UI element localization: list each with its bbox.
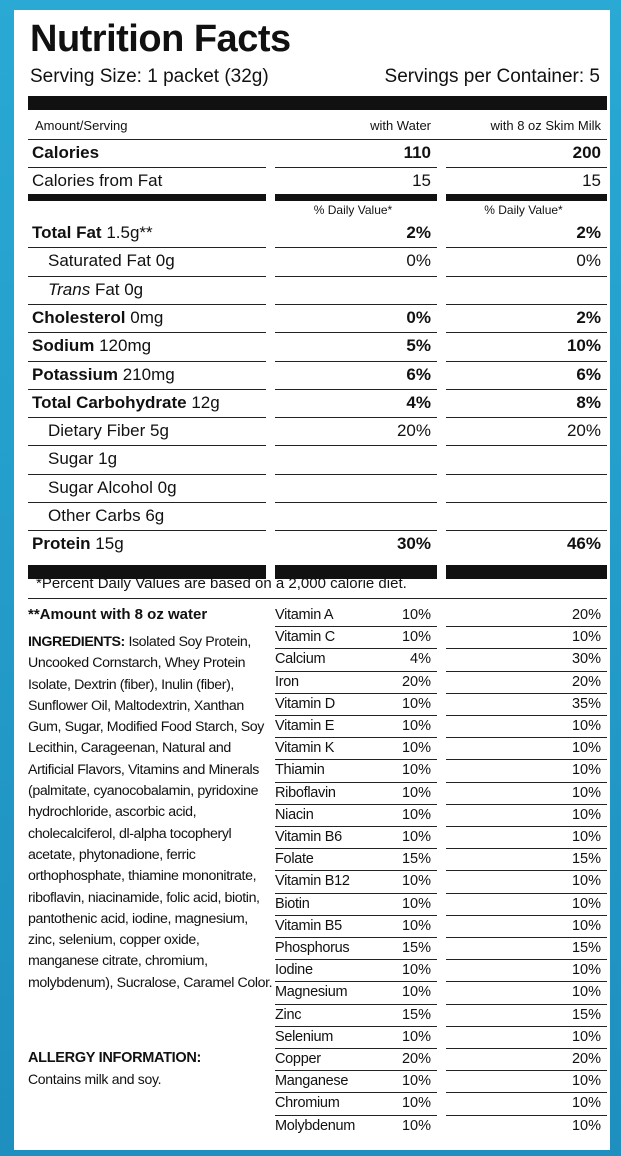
vitamin-dv-milk: 10% <box>571 917 601 934</box>
vitamin-name: Phosphorus <box>275 940 350 956</box>
vitamin-row <box>14 648 610 670</box>
vitamin-dv-water: 4% <box>410 651 431 668</box>
nutrient-row <box>14 304 610 332</box>
nutrient-dv-milk <box>446 502 601 530</box>
vitamin-dv-water: 10% <box>401 784 431 801</box>
nutrient-amount: 12g <box>191 392 220 412</box>
vitamin-row <box>14 1070 610 1092</box>
calories-row <box>14 139 610 167</box>
nutrient-dv-water <box>275 502 431 530</box>
daily-value-footnote: *Percent Daily Values are based on a 2,000 calorie diet. <box>36 575 407 592</box>
nutrient-amount: 0mg <box>130 307 164 327</box>
nutrient-dv-milk: 6% <box>576 364 601 384</box>
nutrient-dv-milk: 2% <box>576 223 601 242</box>
vitamin-dv-water: 10% <box>401 806 431 823</box>
nutrient-dv-water <box>275 474 431 502</box>
vitamin-dv-water: 10% <box>401 962 431 979</box>
vitamin-row <box>14 1048 610 1070</box>
vitamin-dv-water: 10% <box>401 895 431 912</box>
vitamin-dv-water: 10% <box>401 873 431 890</box>
vitamin-row <box>14 671 610 693</box>
nutrient-amount: 5g <box>150 421 169 441</box>
allergy-title: ALLERGY INFORMATION: <box>28 1050 202 1066</box>
header-row <box>14 114 610 138</box>
daily-value-milk: % Daily Value* <box>484 203 563 217</box>
nutrient-label: Other Carbs <box>48 506 141 525</box>
nutrient-dv-milk: 20% <box>566 421 601 441</box>
vitamin-dv-water: 10% <box>401 695 431 712</box>
nutrient-row <box>14 389 610 417</box>
vitamin-dv-water: 10% <box>401 1095 431 1112</box>
vitamin-dv-milk: 10% <box>571 895 601 912</box>
nutrient-amount: Fat 0g <box>94 279 144 299</box>
nutrient-row <box>14 474 610 502</box>
nutrient-label: Dietary Fiber <box>48 421 146 441</box>
vitamin-dv-water: 10% <box>401 1028 431 1045</box>
thick-divider <box>28 194 266 201</box>
vitamin-dv-milk: 10% <box>571 829 601 845</box>
vitamin-name: Calcium <box>275 651 326 668</box>
vitamin-row <box>14 959 610 981</box>
vitamin-dv-milk: 10% <box>571 629 601 646</box>
nutrient-label: Trans <box>48 279 91 299</box>
amount-serving-label: Amount/Serving <box>35 118 128 133</box>
col-milk-header: with 8 oz Skim Milk <box>490 118 601 133</box>
vitamin-dv-water: 10% <box>401 740 431 757</box>
vitamin-row <box>14 1026 610 1048</box>
vitamin-dv-milk: 15% <box>571 1006 601 1023</box>
vitamin-dv-water: 15% <box>401 940 431 956</box>
nutrient-row <box>14 445 610 473</box>
daily-value-row <box>14 201 610 219</box>
nutrient-label: Potassium <box>32 364 118 384</box>
col-water-header: with Water <box>370 118 431 133</box>
nutrient-label: Cholesterol <box>32 307 126 327</box>
vitamin-dv-milk: 10% <box>571 718 601 734</box>
vitamin-row <box>14 626 610 648</box>
nutrient-dv-milk <box>446 276 601 304</box>
vitamin-dv-milk: 10% <box>571 740 601 757</box>
nutrient-dv-water: 5% <box>406 336 431 356</box>
nutrient-dv-water: 30% <box>396 534 431 554</box>
thick-divider <box>28 96 607 110</box>
nutrient-name <box>32 304 163 332</box>
nutrient-dv-milk <box>446 445 601 473</box>
servings-per-container: Servings per Container: 5 <box>384 66 600 87</box>
nutrient-row <box>14 361 610 389</box>
vitamin-name: Selenium <box>275 1028 334 1045</box>
nutrient-label: Sodium <box>32 336 95 356</box>
vitamin-row <box>14 737 610 759</box>
serving-size: Serving Size: 1 packet (32g) <box>30 66 269 87</box>
vitamin-name: Vitamin C <box>275 629 335 646</box>
page-title: Nutrition Facts <box>30 18 291 60</box>
vitamin-row <box>14 826 610 848</box>
nutrient-dv-water: 2% <box>406 223 431 242</box>
vitamin-name: Iodine <box>275 962 313 979</box>
vitamin-dv-milk: 10% <box>571 962 601 979</box>
nutrient-name <box>48 247 175 275</box>
vitamin-row <box>14 981 610 1003</box>
nutrient-dv-milk: 8% <box>576 392 601 412</box>
calories-milk: 200 <box>572 143 601 162</box>
vitamin-name: Vitamin B5 <box>275 917 342 934</box>
nutrient-name <box>32 219 153 247</box>
divider <box>28 598 607 599</box>
vitamin-dv-milk: 10% <box>571 984 601 1001</box>
vitamin-name: Zinc <box>275 1006 302 1023</box>
nutrient-dv-water: 0% <box>406 307 431 327</box>
nutrition-facts-panel <box>14 10 610 1150</box>
vitamin-dv-water: 10% <box>401 829 431 845</box>
vitamin-dv-water: 15% <box>401 851 431 868</box>
vitamin-name: Vitamin K <box>275 740 335 757</box>
vitamin-dv-milk: 10% <box>571 1028 601 1045</box>
vitamin-name: Vitamin A <box>275 607 334 623</box>
ingredients-label: INGREDIENTS: <box>28 634 125 650</box>
daily-value-water: % Daily Value* <box>313 203 393 217</box>
vitamin-dv-milk: 10% <box>571 1095 601 1112</box>
vitamin-name: Iron <box>275 673 299 690</box>
vitamin-row <box>14 1115 610 1137</box>
nutrient-amount: 1.5g** <box>106 223 153 242</box>
vitamin-dv-water: 10% <box>401 1117 431 1134</box>
vitamin-dv-water: 10% <box>401 762 431 779</box>
nutrient-dv-water: 0% <box>406 251 431 271</box>
nutrient-name <box>32 332 151 360</box>
vitamin-dv-water: 10% <box>401 607 431 623</box>
thick-divider <box>446 194 607 201</box>
nutrient-dv-water: 4% <box>406 392 431 412</box>
allergy-text: Contains milk and soy. <box>28 1071 162 1087</box>
vitamin-row <box>14 937 610 959</box>
vitamin-dv-milk: 20% <box>571 1051 601 1067</box>
nutrient-dv-water: 20% <box>396 421 431 441</box>
vitamin-dv-milk: 10% <box>571 1117 601 1134</box>
calories-fat-milk: 15 <box>582 171 601 190</box>
nutrient-dv-water <box>275 445 431 473</box>
vitamin-dv-water: 10% <box>401 718 431 734</box>
nutrient-amount: 120mg <box>99 336 152 356</box>
vitamin-dv-milk: 10% <box>571 762 601 779</box>
nutrient-amount: 1g <box>98 449 118 469</box>
nutrient-label: Total Fat <box>32 223 102 242</box>
vitamin-name: Niacin <box>275 806 314 823</box>
thick-divider <box>446 565 607 579</box>
vitamin-dv-milk: 15% <box>571 940 601 956</box>
nutrient-dv-milk: 2% <box>576 307 601 327</box>
nutrient-dv-water <box>275 276 431 304</box>
vitamin-name: Molybdenum <box>275 1117 356 1134</box>
thick-divider <box>275 194 437 201</box>
vitamin-row <box>14 1004 610 1026</box>
vitamin-name: Biotin <box>275 895 310 912</box>
nutrient-label: Saturated Fat <box>48 251 152 271</box>
vitamin-row <box>14 782 610 804</box>
nutrient-row <box>14 219 610 247</box>
nutrient-amount: 0g <box>157 477 177 497</box>
vitamin-row <box>14 759 610 781</box>
vitamin-dv-water: 20% <box>401 673 431 690</box>
nutrient-name <box>32 361 175 389</box>
calories-fat-row <box>14 167 610 195</box>
nutrient-row <box>14 332 610 360</box>
nutrient-row <box>14 530 610 558</box>
calories-label: Calories <box>32 143 100 162</box>
nutrient-dv-milk: 0% <box>576 251 601 271</box>
nutrient-name <box>48 276 143 304</box>
vitamin-row <box>14 804 610 826</box>
nutrient-label: Total Carbohydrate <box>32 392 187 412</box>
vitamin-dv-milk: 10% <box>571 806 601 823</box>
vitamin-row <box>14 870 610 892</box>
vitamin-dv-water: 10% <box>401 1073 431 1090</box>
vitamin-name: Copper <box>275 1051 321 1067</box>
vitamin-name: Riboflavin <box>275 784 336 801</box>
vitamin-dv-water: 10% <box>401 917 431 934</box>
ingredients-text: Isolated Soy Protein, Uncooked Cornstarch, Whey Protein Isolate, Dextrin (fiber), Inulin (fiber), Sunflower Oil, Maltodextrin, Xanthan Gum, Sugar, Modified Food Starch, Soy Lecithin, Carageenan, Natural and Artificial Flavors, Vitamins and Minerals (palmitate, cyanocobalamin, pyridoxine hydrochloride, ascorbic acid, cholecalciferol, dl-alpha tocopheryl acetate, phytonadione, ferric orthophosphate, thiamine mononitrate, riboflavin, niacinamide, folic acid, biotin, pantothenic acid, iodine, magnesium, zinc, selenium, copper oxide, manganese citrate, chromium, molybdenum), Sucralose, Caramel Color. <box>28 634 273 991</box>
calories-fat-water: 15 <box>412 171 431 190</box>
vitamin-name: Chromium <box>275 1095 340 1112</box>
calories-water: 110 <box>403 143 431 162</box>
vitamin-row <box>14 915 610 937</box>
nutrient-row <box>14 276 610 304</box>
vitamin-name: Magnesium <box>275 984 348 1001</box>
vitamin-dv-milk: 10% <box>571 873 601 890</box>
vitamin-dv-milk: 10% <box>571 784 601 801</box>
vitamin-name: Vitamin B6 <box>275 829 342 845</box>
nutrient-name <box>48 445 117 473</box>
nutrient-name <box>48 502 164 530</box>
nutrient-row <box>14 247 610 275</box>
vitamin-dv-water: 10% <box>401 984 431 1001</box>
nutrient-amount: 15g <box>95 534 124 554</box>
vitamin-dv-milk: 10% <box>571 1073 601 1090</box>
vitamin-name: Vitamin D <box>275 695 335 712</box>
nutrient-label: Protein <box>32 534 91 554</box>
nutrient-name <box>32 389 220 417</box>
nutrient-name <box>32 530 124 558</box>
vitamin-row <box>14 715 610 737</box>
vitamin-dv-water: 20% <box>401 1051 431 1067</box>
vitamin-dv-water: 15% <box>401 1006 431 1023</box>
vitamin-name: Vitamin B12 <box>275 873 350 890</box>
nutrient-label: Sugar Alcohol <box>48 477 153 497</box>
nutrient-row <box>14 417 610 445</box>
vitamin-name: Vitamin E <box>275 718 335 734</box>
nutrient-dv-milk: 10% <box>566 336 601 356</box>
vitamin-dv-milk: 35% <box>571 695 601 712</box>
nutrient-amount: 210mg <box>122 364 175 384</box>
vitamin-name: Manganese <box>275 1073 349 1090</box>
nutrient-name <box>48 417 169 445</box>
vitamin-dv-milk: 20% <box>571 673 601 690</box>
vitamin-name: Folate <box>275 851 314 868</box>
calories-fat-label: Calories from Fat <box>32 171 163 190</box>
nutrient-dv-water: 6% <box>406 364 431 384</box>
vitamin-row <box>14 693 610 715</box>
vitamin-name: Thiamin <box>275 762 325 779</box>
vitamin-dv-milk: 15% <box>571 851 601 868</box>
nutrient-amount: 0g <box>155 251 175 271</box>
amount-with-water-note: **Amount with 8 oz water <box>28 606 208 623</box>
nutrient-dv-milk <box>446 474 601 502</box>
nutrient-name <box>48 474 177 502</box>
nutrient-label: Sugar <box>48 449 94 469</box>
vitamin-dv-water: 10% <box>401 629 431 646</box>
nutrient-row <box>14 502 610 530</box>
vitamin-row <box>14 848 610 870</box>
vitamin-row <box>14 1092 610 1114</box>
vitamin-dv-milk: 30% <box>571 651 601 668</box>
vitamin-row <box>14 893 610 915</box>
vitamin-dv-milk: 20% <box>571 607 601 623</box>
nutrient-amount: 6g <box>145 506 165 525</box>
nutrient-dv-milk: 46% <box>566 534 601 554</box>
vitamin-row <box>14 604 610 626</box>
